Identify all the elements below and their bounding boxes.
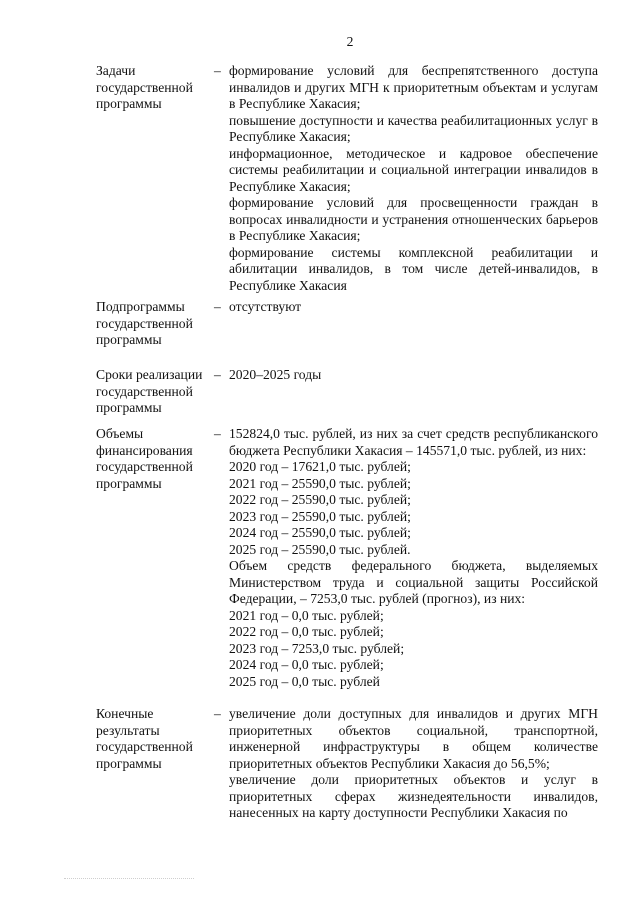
subprograms-content (229, 299, 598, 316)
result-item: увеличение доли приоритетных объектов и услуг в приоритетных сферах жизнедеятельности инвалидов, нанесенных на карту доступности Республики Хакасия по (229, 772, 598, 820)
task-item: формирование системы комплексной реабилитации и абилитации инвалидов, в том числе детей-инвалидов, в Республике Хакасия (229, 244, 598, 293)
funding-label: Объемы финансирования государственной программы (96, 426, 193, 491)
tasks-content (229, 63, 598, 294)
page-number: 2 (346, 34, 354, 49)
scan-artifact (64, 878, 194, 880)
results-content (229, 706, 598, 822)
federal-year-line: 2022 год – 0,0 тыс. рублей; (229, 624, 384, 639)
result-item: увеличение доли доступных для инвалидов и других МГН приоритетных объектов социальной, транспортной, инженерной инфраструктуры в общем количестве приоритетных объектов Республики Хакасия до 56,5%; (229, 706, 598, 771)
results-dash: – (214, 706, 221, 721)
task-item: формирование условий для беспрепятственного доступа инвалидов и других МГН к приоритетным объектам и услугам в Республике Хакасия; (229, 63, 598, 111)
federal-year-line: 2023 год – 7253,0 тыс. рублей; (229, 640, 405, 656)
tasks-label: Задачи государственной программы (96, 63, 193, 111)
funding-year-line: 2025 год – 25590,0 тыс. рублей. (229, 541, 411, 557)
funding-intro: 152824,0 тыс. рублей, из них за счет средств республиканского бюджета Республики Хакасия – 145571,0 тыс. рублей, из них: (229, 426, 598, 458)
funding-year-line: 2022 год – 25590,0 тыс. рублей; (229, 492, 411, 507)
funding-year-line: 2021 год – 25590,0 тыс. рублей; (229, 475, 411, 491)
funding-dash: – (214, 426, 221, 441)
task-item: информационное, методическое и кадровое обеспечение системы реабилитации и социальной интеграции инвалидов в Республике Хакасия; (229, 145, 598, 194)
period-content (229, 367, 598, 384)
task-item: формирование условий для просвещенности граждан в вопросах инвалидности и устранения отношенческих барьеров в Республике Хакасия; (229, 195, 598, 243)
tasks-dash: – (214, 63, 221, 78)
results-label: Конечные результаты государственной программы (96, 706, 193, 771)
subprograms-value: отсутствуют (229, 299, 302, 314)
funding-content (229, 426, 598, 690)
federal-year-line: 2025 год – 0,0 тыс. рублей (229, 673, 380, 689)
federal-intro: Объем средств федерального бюджета, выделяемых Министерством труда и социальной защиты Российской Федерации, – 7253,0 тыс. рублей (прогноз), из них: (229, 558, 598, 606)
federal-year-line: 2024 год – 0,0 тыс. рублей; (229, 657, 384, 672)
subprograms-dash: – (214, 299, 221, 314)
subprograms-label: Подпрограммы государственной программы (96, 299, 193, 347)
funding-year-line: 2020 год – 17621,0 тыс. рублей; (229, 459, 411, 474)
period-label: Сроки реализации государственной программы (96, 367, 203, 415)
funding-year-line: 2023 год – 25590,0 тыс. рублей; (229, 508, 411, 524)
federal-year-line: 2021 год – 0,0 тыс. рублей; (229, 607, 384, 623)
period-value: 2020–2025 годы (229, 367, 322, 382)
funding-year-line: 2024 год – 25590,0 тыс. рублей; (229, 525, 411, 540)
task-item: повышение доступности и качества реабилитационных услуг в Республике Хакасия; (229, 112, 598, 144)
period-dash: – (214, 367, 221, 382)
